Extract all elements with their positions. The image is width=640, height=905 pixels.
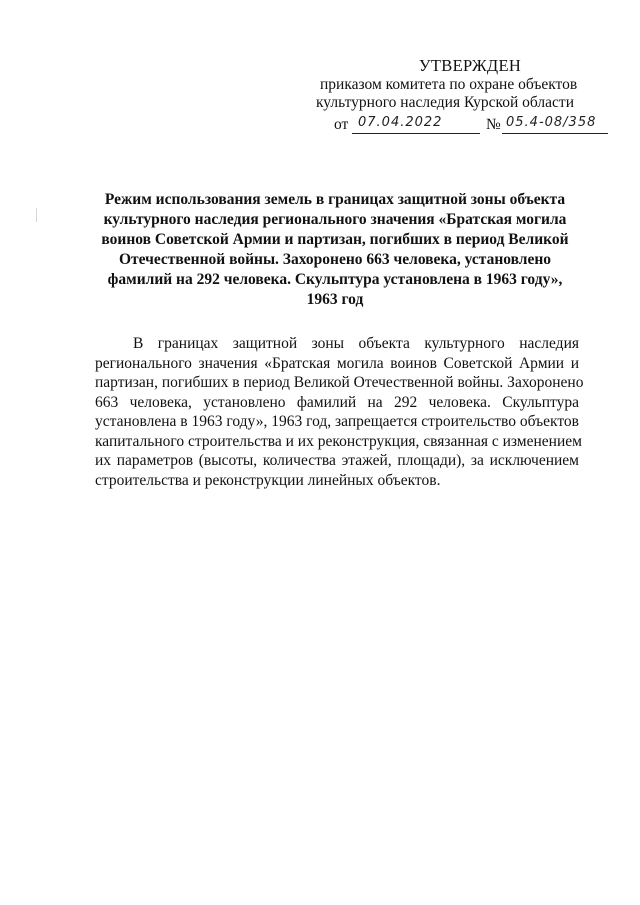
title-line: 1963 год — [306, 291, 364, 308]
number-label: № — [486, 116, 501, 133]
title-line: воинов Советской Армии и партизан, погибших в период Великой — [101, 231, 569, 248]
body-line: В границах защитной зоны объекта культурного наследия — [133, 335, 579, 352]
title-line: культурного наследия регионального значения «Братская могила — [103, 211, 567, 228]
document-body — [95, 334, 584, 490]
handwritten-number: 05.4-08/358 — [506, 115, 597, 130]
body-line: 663 человека, установлено фамилий на 292 человека. Скульптура — [95, 393, 579, 411]
number-underline — [502, 133, 608, 134]
body-line: регионального значения «Братская могила воинов Советской Армии и — [95, 354, 579, 372]
approval-heading: УТВЕРЖДЕН — [418, 56, 522, 75]
title-line: Отечественной войны. Захоронено 663 человека, установлено — [118, 251, 552, 268]
body-line: их параметров (высоты, количества этажей, площади), за исключением — [95, 452, 579, 469]
title-line: фамилий на 292 человека. Скульптура установлена в 1963 году», — [107, 271, 563, 288]
document-title — [100, 190, 570, 310]
approval-line-2: культурного наследия Курской области — [316, 94, 574, 111]
approval-line-1: приказом комитета по охране объектов — [320, 75, 578, 93]
from-label: от — [334, 116, 349, 133]
body-line: установлена в 1963 году», 1963 год, запрещается строительство объектов — [95, 413, 579, 430]
body-line: капитального строительства и их реконструкция, связанная с изменением — [95, 432, 582, 450]
body-line: строительства и реконструкции линейных объектов. — [95, 471, 441, 489]
date-underline — [352, 133, 480, 134]
body-line: партизан, погибших в период Великой Отечественной войны. Захоронено — [95, 374, 584, 391]
scan-artifact — [36, 208, 37, 222]
title-line: Режим использования земель в границах защитной зоны объекта — [104, 191, 566, 208]
approval-block — [316, 57, 616, 113]
handwritten-date: 07.04.2022 — [358, 115, 443, 130]
